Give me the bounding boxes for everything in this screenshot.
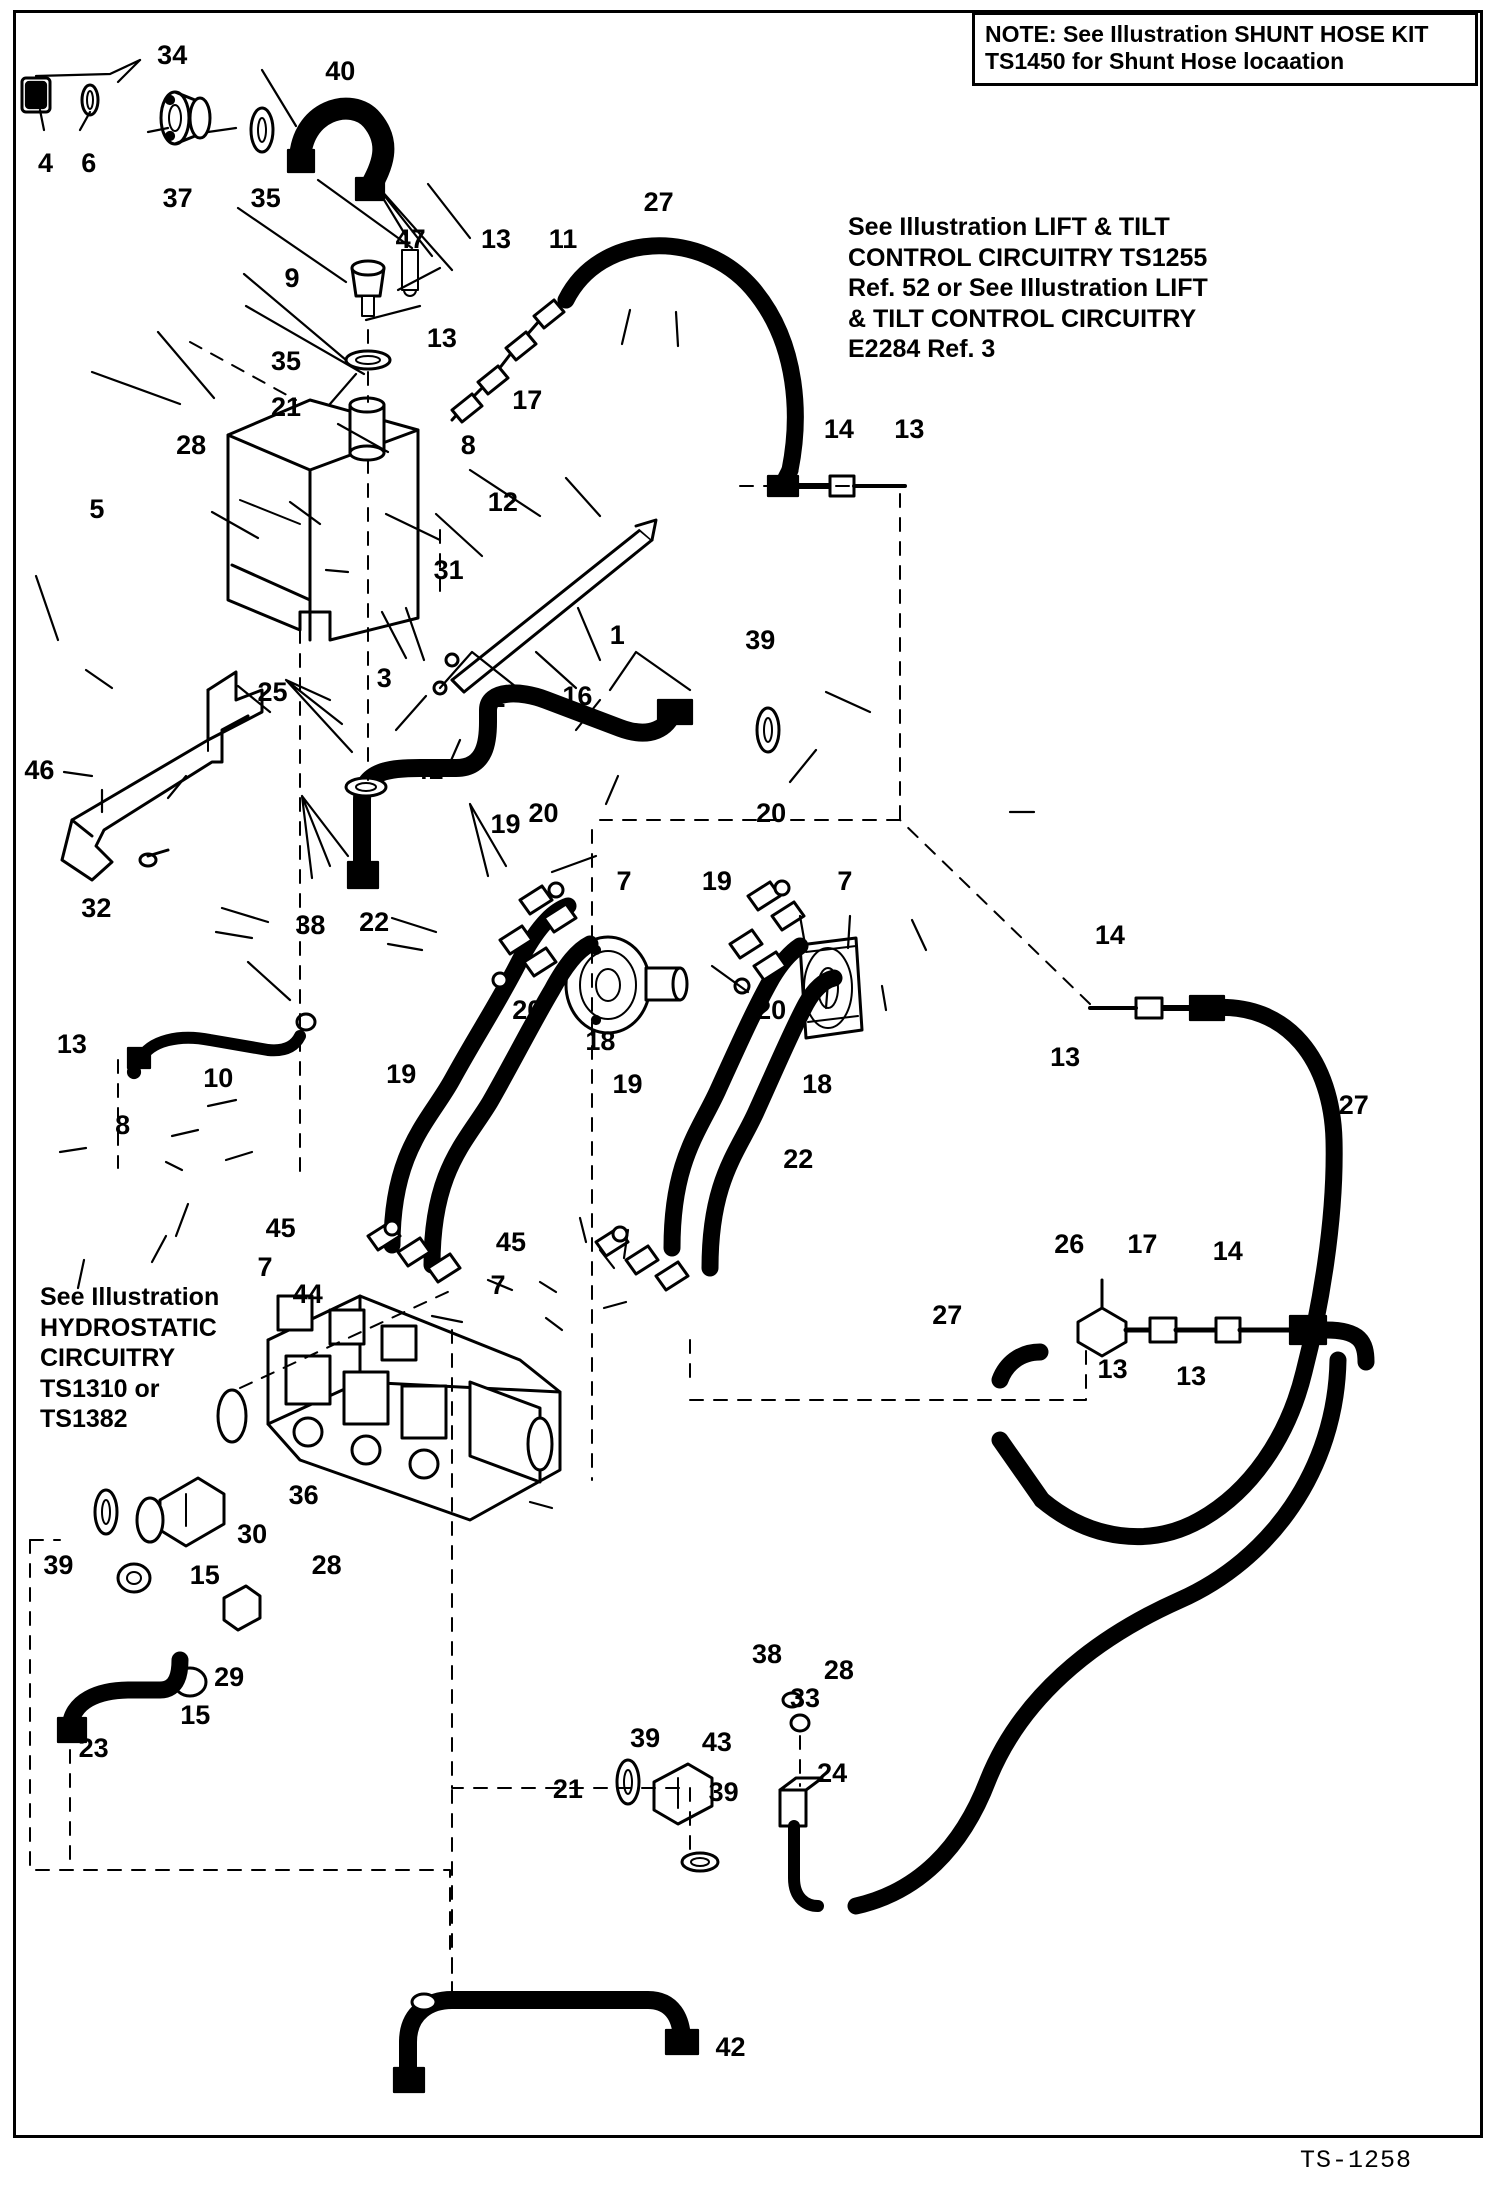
callout-17: 17 xyxy=(1127,1229,1158,1260)
callout-20: 20 xyxy=(756,994,787,1025)
fittings-45-7 xyxy=(368,1221,688,1290)
hydro-line-1: See Illustration xyxy=(40,1283,220,1311)
lift-tilt-line-1: See Illustration LIFT & TILT xyxy=(848,213,1170,241)
callout-4: 4 xyxy=(37,148,53,179)
callout-13: 13 xyxy=(56,1028,87,1059)
hose-27-bottom xyxy=(856,1348,1338,1906)
callout-7: 7 xyxy=(616,866,632,897)
callout-39: 39 xyxy=(630,1722,661,1753)
callout-13: 13 xyxy=(1050,1042,1081,1073)
callout-2: 2 xyxy=(490,683,506,714)
callout-8: 8 xyxy=(115,1110,131,1141)
callout-29: 29 xyxy=(214,1661,245,1692)
note-label: NOTE: xyxy=(985,21,1057,47)
hose-27-right xyxy=(1000,996,1334,1537)
callout-19: 19 xyxy=(612,1069,643,1100)
lift-tilt-line-2: CONTROL CIRCUITRY TS1255 xyxy=(848,243,1208,272)
callout-30: 30 xyxy=(237,1519,268,1550)
callout-39: 39 xyxy=(43,1550,74,1581)
callout-27: 27 xyxy=(1338,1089,1369,1120)
hose-16 xyxy=(346,693,779,888)
callout-21: 21 xyxy=(271,391,302,422)
callout-21: 21 xyxy=(552,1774,583,1805)
callout-7: 7 xyxy=(837,866,853,897)
callout-38: 38 xyxy=(295,909,326,940)
callout-32: 32 xyxy=(81,893,112,924)
callout-34: 34 xyxy=(157,39,188,70)
callout-13: 13 xyxy=(481,223,512,254)
callout-22: 22 xyxy=(783,1143,814,1174)
rod-1 xyxy=(434,520,656,694)
note-text: See Illustration SHUNT HOSE KIT TS1450 for Shunt Hose locaation xyxy=(985,21,1429,75)
callout-37: 37 xyxy=(162,183,193,214)
callout-31: 31 xyxy=(433,554,464,585)
lift-tilt-reference xyxy=(848,212,1208,365)
callout-5: 5 xyxy=(89,493,105,524)
callout-14: 14 xyxy=(823,413,854,444)
note-box xyxy=(972,12,1478,86)
hydro-line-5: TS1382 xyxy=(40,1405,128,1433)
callout-41: 41 xyxy=(413,755,444,786)
callout-1: 1 xyxy=(609,619,625,650)
callout-47: 47 xyxy=(395,223,426,254)
hydro-line-2: HYDROSTATIC xyxy=(40,1313,217,1342)
callout-25: 25 xyxy=(257,676,288,707)
hydro-line-3: CIRCUITRY xyxy=(40,1344,176,1372)
callout-13: 13 xyxy=(1097,1354,1128,1384)
drawing-number: TS-1258 xyxy=(1300,2146,1413,2175)
lift-tilt-line-3: Ref. 52 or See Illustration LIFT xyxy=(848,274,1208,302)
callout-28: 28 xyxy=(176,429,207,460)
lift-tilt-line-4: & TILT CONTROL CIRCUITRY xyxy=(848,304,1197,333)
callout-38: 38 xyxy=(752,1638,783,1669)
callout-45: 45 xyxy=(265,1213,296,1244)
callout-16: 16 xyxy=(562,680,593,711)
callout-27: 27 xyxy=(932,1299,963,1330)
callout-11: 11 xyxy=(548,223,578,254)
callout-46: 46 xyxy=(24,755,55,786)
fittings-lower-left xyxy=(58,1478,260,1742)
callout-7: 7 xyxy=(490,1269,506,1300)
callout-15: 15 xyxy=(180,1699,211,1730)
callout-36: 36 xyxy=(288,1480,319,1510)
callout-7: 7 xyxy=(257,1252,273,1283)
callout-6: 6 xyxy=(81,148,97,179)
callout-45: 45 xyxy=(495,1226,526,1257)
hose-42 xyxy=(394,1994,698,2092)
callout-18: 18 xyxy=(802,1069,833,1100)
callout-33: 33 xyxy=(789,1683,820,1714)
hydraulic-reservoir xyxy=(228,261,418,640)
callout-3: 3 xyxy=(376,662,392,693)
shaft-assembly xyxy=(22,78,384,200)
callout-19: 19 xyxy=(386,1058,417,1089)
callout-18: 18 xyxy=(585,1026,616,1057)
hydrostatic-reference xyxy=(40,1282,219,1435)
callout-14: 14 xyxy=(1212,1236,1243,1267)
callout-12: 12 xyxy=(487,486,518,517)
callout-27: 27 xyxy=(643,187,674,218)
callout-14: 14 xyxy=(1094,920,1125,951)
pump-assembly-44 xyxy=(218,1296,560,1520)
callout-17: 17 xyxy=(512,385,543,416)
callout-19: 19 xyxy=(490,809,521,840)
callout-44: 44 xyxy=(292,1279,323,1310)
callout-24: 24 xyxy=(817,1757,848,1788)
callout-35: 35 xyxy=(271,345,302,376)
callout-40: 40 xyxy=(325,55,356,86)
callout-23: 23 xyxy=(78,1733,109,1764)
callout-39: 39 xyxy=(745,625,776,655)
lift-tilt-line-5: E2284 Ref. 3 xyxy=(848,335,996,363)
callout-28: 28 xyxy=(311,1550,342,1581)
callout-43: 43 xyxy=(701,1726,732,1757)
callout-39: 39 xyxy=(708,1776,739,1807)
callout-22: 22 xyxy=(359,906,390,937)
callout-19: 19 xyxy=(701,866,732,897)
callout-28: 28 xyxy=(823,1654,854,1685)
callout-13: 13 xyxy=(894,413,925,444)
hydro-line-4: TS1310 or xyxy=(40,1374,160,1403)
callout-20: 20 xyxy=(512,994,543,1025)
callout-9: 9 xyxy=(284,263,300,294)
callout-42: 42 xyxy=(715,2031,746,2062)
callout-15: 15 xyxy=(189,1559,220,1590)
callout-35: 35 xyxy=(250,183,281,214)
callout-13: 13 xyxy=(426,322,457,353)
callout-8: 8 xyxy=(460,429,476,460)
callout-26: 26 xyxy=(1054,1229,1085,1260)
callout-10: 10 xyxy=(203,1062,234,1093)
callout-20: 20 xyxy=(756,798,787,829)
callout-13: 13 xyxy=(1176,1360,1207,1391)
callout-20: 20 xyxy=(528,798,559,829)
